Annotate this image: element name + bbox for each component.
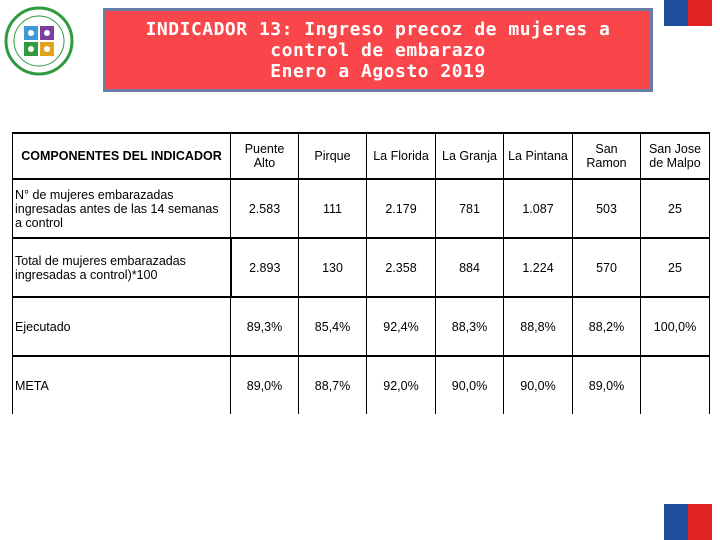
column-header-la-granja: La Granja <box>436 133 504 179</box>
table-cell: 2.893 <box>231 238 299 297</box>
row-label: Total de mujeres embarazadas ingresadas a control)*100 <box>13 238 231 297</box>
table-cell: 2.179 <box>367 179 436 238</box>
table-row <box>13 297 710 356</box>
table-cell: 111 <box>299 179 367 238</box>
table-cell: 503 <box>573 179 641 238</box>
table-cell: 2.583 <box>231 179 299 238</box>
table-cell: 100,0% <box>641 297 710 356</box>
table-cell: 25 <box>641 179 710 238</box>
title-banner <box>103 8 653 92</box>
column-header-pirque: Pirque <box>299 133 367 179</box>
table-cell: 89,3% <box>231 297 299 356</box>
title-line-2: control de embarazo <box>270 39 486 61</box>
row-label: META <box>13 356 231 414</box>
title-line-1: INDICADOR 13: Ingreso precoz de mujeres a <box>145 18 611 40</box>
table-cell: 88,7% <box>299 356 367 414</box>
table-cell: 85,4% <box>299 297 367 356</box>
title-line-3: Enero a Agosto 2019 <box>270 60 486 82</box>
table-cell: 89,0% <box>573 356 641 414</box>
table-cell: 570 <box>573 238 641 297</box>
column-header-puente-alto: Puente Alto <box>231 133 299 179</box>
table-cell: 1.087 <box>504 179 573 238</box>
table-cell: 92,4% <box>367 297 436 356</box>
table-row <box>13 179 710 238</box>
row-label: Ejecutado <box>13 297 231 356</box>
logo-seal <box>4 6 74 76</box>
table-cell: 130 <box>299 238 367 297</box>
indicator-table <box>12 132 710 414</box>
table-cell: 90,0% <box>504 356 573 414</box>
table-cell: 25 <box>641 238 710 297</box>
table-cell: 1.224 <box>504 238 573 297</box>
table-row <box>13 238 710 297</box>
column-header-components: COMPONENTES DEL INDICADOR <box>13 133 231 179</box>
table-cell: 90,0% <box>436 356 504 414</box>
flag-top-right <box>664 0 712 26</box>
column-header-san-ramon: San Ramon <box>573 133 641 179</box>
table-cell <box>641 356 710 414</box>
table-row <box>13 356 710 414</box>
table-cell: 781 <box>436 179 504 238</box>
table-cell: 88,3% <box>436 297 504 356</box>
table-cell: 92,0% <box>367 356 436 414</box>
row-label: N° de mujeres embarazadas ingresadas antes de las 14 semanas a control <box>13 179 231 238</box>
column-header-san-jose-de-malpo: San Jose de Malpo <box>641 133 710 179</box>
table-cell: 884 <box>436 238 504 297</box>
table-cell: 89,0% <box>231 356 299 414</box>
column-header-la-pintana: La Pintana <box>504 133 573 179</box>
table-header-row <box>13 133 710 179</box>
column-header-la-florida: La Florida <box>367 133 436 179</box>
table-cell: 88,2% <box>573 297 641 356</box>
flag-bottom-right <box>664 504 712 540</box>
table-cell: 88,8% <box>504 297 573 356</box>
table-cell: 2.358 <box>367 238 436 297</box>
